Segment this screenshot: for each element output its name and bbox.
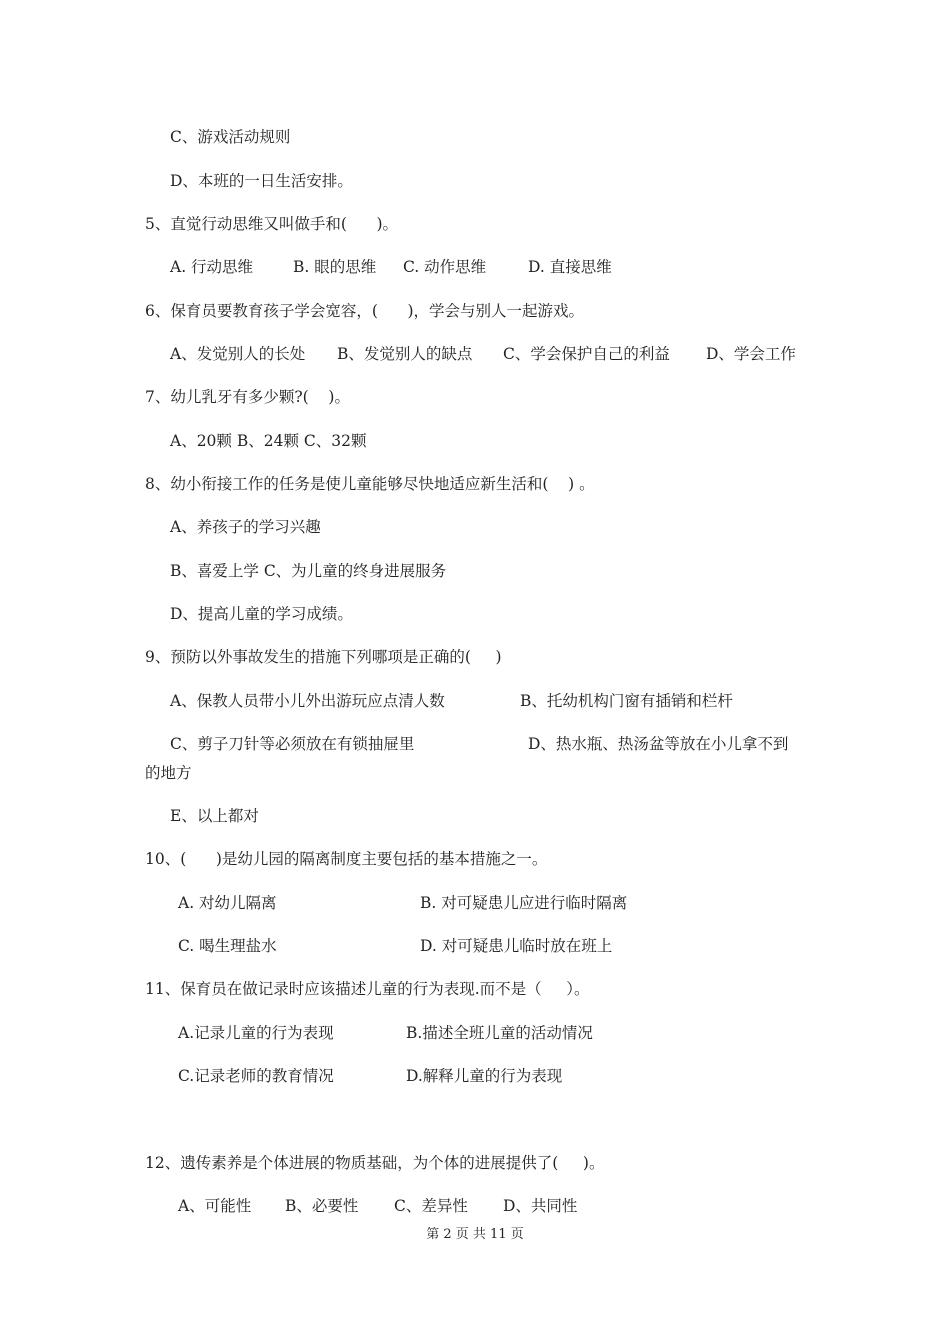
q11-option-c: C.记录老师的教育情况 <box>178 1067 334 1085</box>
q6-stem: 6、保育员要教育孩子学会宽容，( )，学会与别人一起游戏。 <box>145 302 585 320</box>
q12-stem: 12、遗传素养是个体进展的物质基础，为个体的进展提供了( )。 <box>145 1154 605 1172</box>
q11-option-d: D.解释儿童的行为表现 <box>406 1067 563 1085</box>
q10-option-a: A. 对幼儿隔离 <box>178 894 277 912</box>
q7-stem: 7、幼儿乳牙有多少颗?( )。 <box>145 388 350 406</box>
q6-option-b: B、发觉别人的缺点 <box>337 345 473 363</box>
page-number: 第 2 页 共 11 页 <box>426 1227 524 1242</box>
q9-option-d-line1: D、热水瓶、热汤盆等放在小儿拿不到 <box>528 735 789 753</box>
q5-option-b: B. 眼的思维 <box>293 258 377 276</box>
q10-option-d: D. 对可疑患儿临时放在班上 <box>420 937 613 955</box>
q8-option-a: A、养孩子的学习兴趣 <box>170 518 321 536</box>
q4-option-c: C、游戏活动规则 <box>170 128 291 146</box>
q9-option-e: E、以上都对 <box>170 807 259 825</box>
q12-option-c: C、差异性 <box>394 1197 468 1215</box>
q9-option-a: A、保教人员带小儿外出游玩应点清人数 <box>170 692 445 710</box>
q9-stem: 9、预防以外事故发生的措施下列哪项是正确的( ) <box>145 648 502 666</box>
q8-stem: 8、幼小衔接工作的任务是使儿童能够尽快地适应新生活和( ) 。 <box>145 475 595 493</box>
q5-option-c: C. 动作思维 <box>403 258 487 276</box>
q7-options: A、20颗 B、24颗 C、32颗 <box>170 432 367 450</box>
q11-option-b: B.描述全班儿童的活动情况 <box>406 1024 593 1042</box>
q6-option-d: D、学会工作 <box>706 345 796 363</box>
q12-option-d: D、共同性 <box>503 1197 578 1215</box>
q6-option-c: C、学会保护自己的利益 <box>503 345 670 363</box>
q4-option-d: D、本班的一日生活安排。 <box>170 172 353 190</box>
q11-stem: 11、保育员在做记录时应该描述儿童的行为表现.而不是（ ）。 <box>145 980 590 998</box>
q11-option-a: A.记录儿童的行为表现 <box>178 1024 334 1042</box>
q9-option-d-line2: 的地方 <box>145 764 192 782</box>
q10-option-c: C. 喝生理盐水 <box>178 937 277 955</box>
q10-stem: 10、( )是幼儿园的隔离制度主要包括的基本措施之一。 <box>145 850 548 868</box>
q5-option-d: D. 直接思维 <box>528 258 612 276</box>
q12-option-b: B、必要性 <box>285 1197 359 1215</box>
q5-stem: 5、直觉行动思维又叫做手和( )。 <box>145 215 399 233</box>
q5-option-a: A. 行动思维 <box>170 258 254 276</box>
q12-option-a: A、可能性 <box>178 1197 252 1215</box>
q8-option-d: D、提高儿童的学习成绩。 <box>170 605 353 623</box>
q6-option-a: A、发觉别人的长处 <box>170 345 306 363</box>
q10-option-b: B. 对可疑患儿应进行临时隔离 <box>420 894 628 912</box>
q9-option-b: B、托幼机构门窗有插销和栏杆 <box>520 692 733 710</box>
q8-option-bc: B、喜爱上学 C、为儿童的终身进展服务 <box>170 562 447 580</box>
q9-option-c: C、剪子刀针等必须放在有锁抽屉里 <box>170 735 415 753</box>
